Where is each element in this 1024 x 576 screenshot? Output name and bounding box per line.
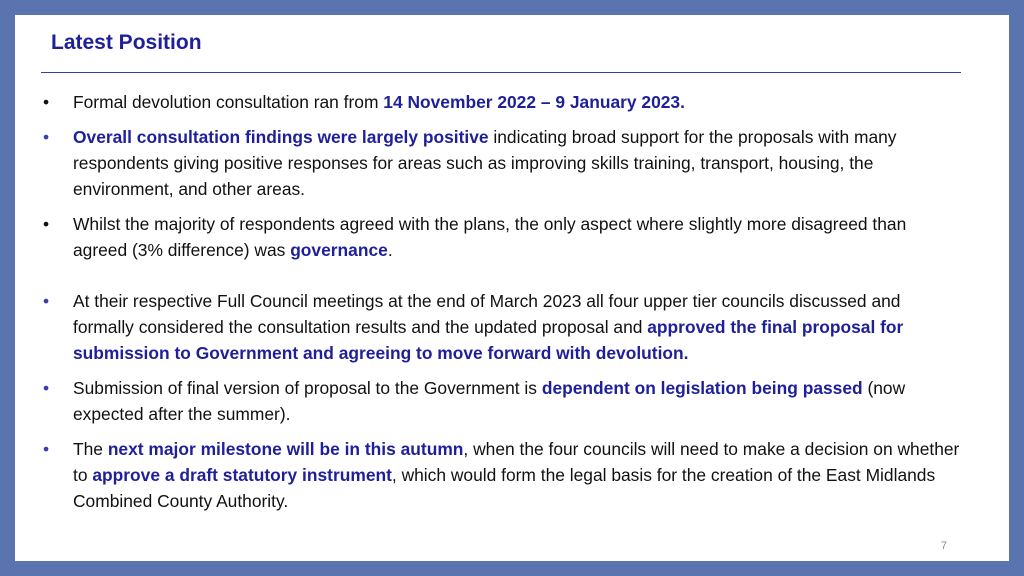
- bullet-text: At their respective Full Council meetings at the end of March 2023 all four upper tier councils discussed and formally considered the consultation results and the updated proposal and: [73, 291, 901, 337]
- bullet-text: , when the four councils will need to make a decision on whether to: [73, 439, 960, 485]
- bullet-highlight: dependent on legislation being passed: [541, 378, 863, 398]
- bullet-governance: [41, 211, 961, 263]
- bullet-text: Submission of final version of proposal to the Government is: [73, 378, 542, 398]
- bullet-full-council: [41, 288, 961, 366]
- bullet-text: Formal devolution consultation ran from: [73, 92, 384, 112]
- bullet-next-milestone: [41, 436, 961, 514]
- bullet-highlight: governance: [290, 240, 388, 260]
- bullet-text: Whilst the majority of respondents agreed with the plans, the only aspect where slightly more disagreed than agreed (3% difference) was: [73, 214, 907, 260]
- slide: [15, 15, 1009, 561]
- bullet-highlight: next major milestone will be in this autumn: [107, 439, 464, 459]
- bullet-findings: [41, 124, 961, 202]
- title-divider: [41, 72, 961, 73]
- bullet-highlight: approve a draft statutory instrument: [92, 465, 392, 485]
- bullet-text: (now expected after the summer).: [73, 378, 906, 424]
- bullet-highlight: approved the final proposal for submission to Government and agreeing to move forward with devolution.: [73, 317, 904, 363]
- bullet-submission: [41, 375, 961, 427]
- page-number: 7: [940, 540, 947, 552]
- bullet-highlight: 14 November 2022 – 9 January 2023.: [383, 92, 685, 112]
- bullet-text: .: [387, 240, 393, 260]
- bullet-text: indicating broad support for the proposals with many respondents giving positive responses for areas such as improving skills training, transport, housing, the environment, and other areas.: [73, 127, 897, 199]
- bullet-list: [41, 89, 961, 514]
- slide-title: Latest Position: [51, 31, 202, 54]
- bullet-highlight: Overall consultation findings were largely positive: [73, 127, 489, 147]
- bullet-text: The: [73, 439, 108, 459]
- bullet-text: , which would form the legal basis for the creation of the East Midlands Combined County Authority.: [73, 465, 936, 511]
- bullet-consultation-dates: [41, 89, 961, 115]
